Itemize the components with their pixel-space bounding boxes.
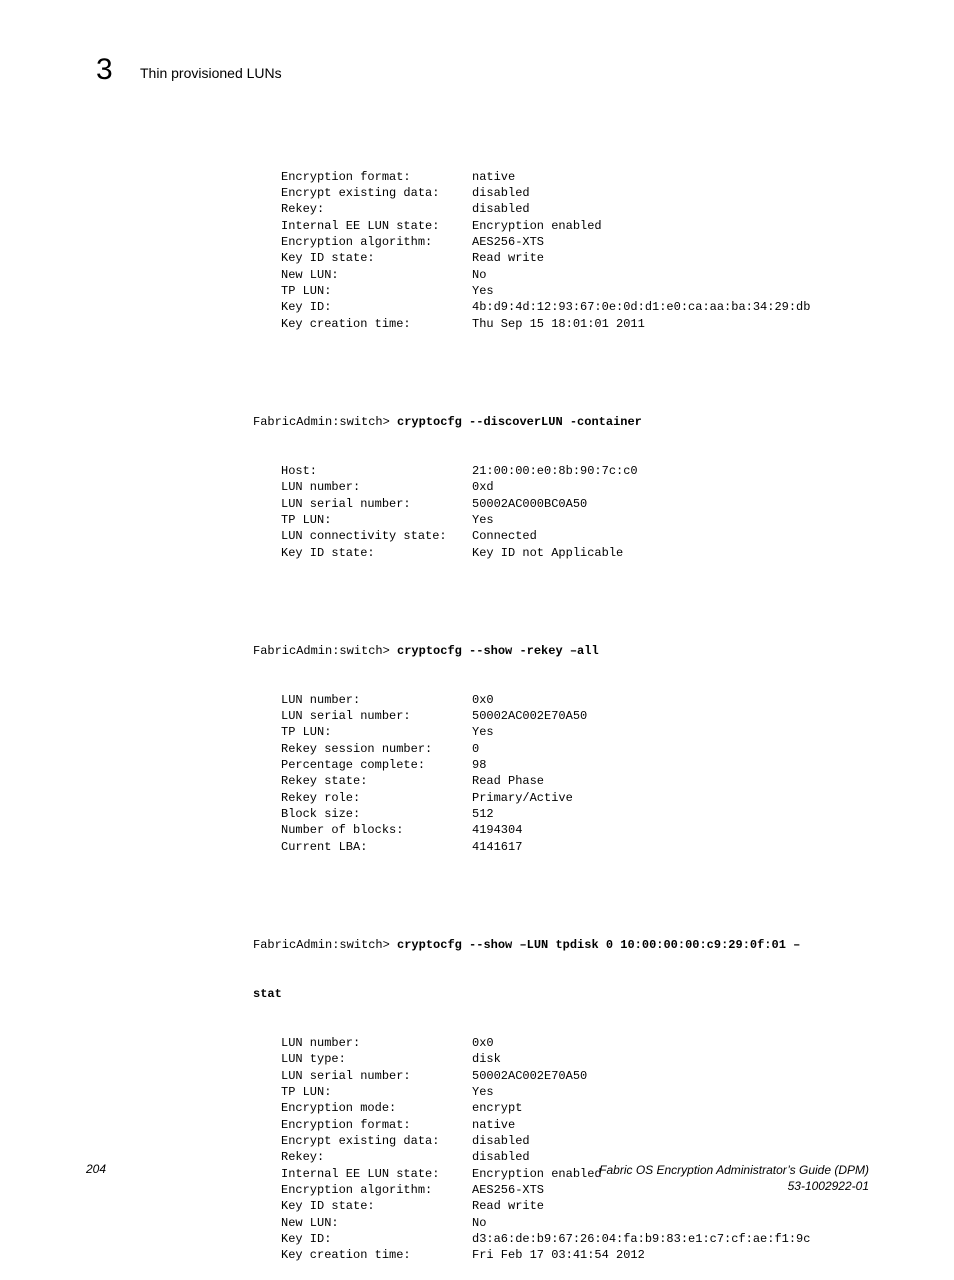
command-line-3 <box>253 937 810 953</box>
doc-title: Fabric OS Encryption Administrator’s Guide (DPM) <box>599 1163 869 1177</box>
command-text: cryptocfg --discoverLUN -container <box>397 414 642 429</box>
output-value: 50002AC000BC0A50 <box>472 496 588 511</box>
chapter-title: Thin provisioned LUNs <box>140 65 282 81</box>
output-value: disk <box>472 1052 501 1067</box>
output-row <box>253 1068 810 1084</box>
output-row <box>253 1035 810 1051</box>
output-key: Host: <box>281 463 318 478</box>
output-key: Rekey: <box>281 1150 325 1165</box>
output-key: LUN number: <box>281 480 361 495</box>
output-row <box>253 741 810 757</box>
output-key: Rekey: <box>281 202 325 217</box>
output-row <box>253 479 810 495</box>
output-value: 98 <box>472 758 487 773</box>
output-value: AES256-XTS <box>472 1183 545 1197</box>
output-row <box>253 267 810 283</box>
output-value: Primary/Active <box>472 790 573 805</box>
output-block-4 <box>253 1035 810 1264</box>
output-key: LUN type: <box>281 1052 346 1067</box>
output-key: TP LUN: <box>281 1084 332 1099</box>
output-value: Read write <box>472 1199 545 1214</box>
command-line-2 <box>253 643 810 659</box>
output-key: Encrypt existing data: <box>281 186 440 201</box>
output-key: Encryption format: <box>281 169 411 184</box>
output-row <box>253 545 810 561</box>
output-value: disabled <box>472 1150 530 1165</box>
output-value: native <box>472 169 516 184</box>
output-key: LUN serial number: <box>281 1068 411 1083</box>
output-key: Key creation time: <box>281 316 411 331</box>
output-key: Encryption algorithm: <box>281 1183 433 1197</box>
output-key: Key ID: <box>281 300 332 315</box>
output-key: Percentage complete: <box>281 758 426 773</box>
output-row <box>253 169 810 185</box>
output-key: Key ID: <box>281 1232 332 1247</box>
output-row <box>253 806 810 822</box>
page-number: 204 <box>86 1162 107 1176</box>
command-text: cryptocfg --show –LUN tpdisk 0 10:00:00:00:c9:29:0f:01 – <box>397 937 801 952</box>
prompt: FabricAdmin:switch> <box>253 643 398 658</box>
code-listing <box>253 136 810 1280</box>
output-block-3 <box>253 692 810 855</box>
output-value: 4141617 <box>472 839 523 854</box>
output-row <box>253 839 810 855</box>
output-row <box>253 185 810 201</box>
output-row <box>253 1051 810 1067</box>
output-value: 0x0 <box>472 1035 494 1050</box>
output-row <box>253 1100 810 1116</box>
command-line-1 <box>253 414 810 430</box>
output-row <box>253 757 810 773</box>
output-block-1 <box>253 169 810 332</box>
output-row <box>253 708 810 724</box>
output-row <box>253 692 810 708</box>
output-row <box>253 250 810 266</box>
output-value: Yes <box>472 725 494 740</box>
output-value: disabled <box>472 202 530 217</box>
output-value: 0xd <box>472 480 494 495</box>
output-key: New LUN: <box>281 267 339 282</box>
output-value: d3:a6:de:b9:67:26:04:fa:b9:83:e1:c7:cf:ae:f1:9c <box>472 1232 811 1247</box>
output-row <box>253 790 810 806</box>
output-key: TP LUN: <box>281 512 332 527</box>
output-key: Key ID state: <box>281 1199 375 1214</box>
output-row <box>253 1198 810 1214</box>
output-block-2 <box>253 463 810 561</box>
output-value: 4194304 <box>472 823 523 838</box>
output-key: Key ID state: <box>281 545 375 560</box>
command-continuation <box>253 986 810 1002</box>
output-key: Number of blocks: <box>281 823 404 838</box>
output-row <box>253 218 810 234</box>
output-value: No <box>472 267 487 282</box>
output-row <box>253 1247 810 1263</box>
output-key: LUN serial number: <box>281 709 411 724</box>
output-value: 4b:d9:4d:12:93:67:0e:0d:d1:e0:ca:aa:ba:34:29:db <box>472 300 811 315</box>
output-row <box>253 316 810 332</box>
output-value: No <box>472 1215 487 1230</box>
output-value: 512 <box>472 807 494 822</box>
output-key: Rekey role: <box>281 790 361 805</box>
output-row <box>253 496 810 512</box>
output-key: Current LBA: <box>281 839 368 854</box>
output-key: Encryption algorithm: <box>281 235 433 250</box>
output-row <box>253 283 810 299</box>
output-key: Key ID state: <box>281 251 375 266</box>
output-row <box>253 528 810 544</box>
output-key: TP LUN: <box>281 725 332 740</box>
output-value: Connected <box>472 529 537 544</box>
output-row <box>253 822 810 838</box>
output-value: Encryption enabled <box>472 218 602 233</box>
output-row <box>253 201 810 217</box>
output-key: LUN connectivity state: <box>281 529 447 544</box>
output-row <box>253 724 810 740</box>
footer-doc-info <box>599 1162 869 1194</box>
output-key: TP LUN: <box>281 284 332 299</box>
output-key: LUN number: <box>281 1035 361 1050</box>
output-value: Yes <box>472 512 494 527</box>
output-key: LUN number: <box>281 692 361 707</box>
output-row <box>253 512 810 528</box>
output-value: AES256-XTS <box>472 235 545 250</box>
output-row <box>253 1117 810 1133</box>
output-value: Encryption enabled <box>472 1166 602 1181</box>
output-row <box>253 1133 810 1149</box>
output-row <box>253 1084 810 1100</box>
output-row <box>253 773 810 789</box>
output-value: Yes <box>472 284 494 299</box>
chapter-number: 3 <box>96 53 113 86</box>
doc-number: 53-1002922-01 <box>787 1179 869 1193</box>
output-value: disabled <box>472 1133 530 1148</box>
output-row <box>253 1231 810 1247</box>
output-key: New LUN: <box>281 1215 339 1230</box>
output-value: 0x0 <box>472 692 494 707</box>
output-value: 50002AC002E70A50 <box>472 1068 588 1083</box>
output-value: 50002AC002E70A50 <box>472 709 588 724</box>
output-key: LUN serial number: <box>281 496 411 511</box>
output-key: Rekey session number: <box>281 741 433 756</box>
output-key: Internal EE LUN state: <box>281 218 440 233</box>
prompt: FabricAdmin:switch> <box>253 937 398 952</box>
prompt: FabricAdmin:switch> <box>253 414 398 429</box>
output-key: Encrypt existing data: <box>281 1133 440 1148</box>
output-key: Block size: <box>281 807 361 822</box>
output-row <box>253 299 810 315</box>
output-value: 21:00:00:e0:8b:90:7c:c0 <box>472 463 638 478</box>
output-value: Thu Sep 15 18:01:01 2011 <box>472 316 645 331</box>
command-continuation-text: stat <box>253 986 282 1001</box>
output-value: Yes <box>472 1084 494 1099</box>
output-value: Key ID not Applicable <box>472 545 624 560</box>
output-value: encrypt <box>472 1101 523 1116</box>
output-value: Read write <box>472 251 545 266</box>
output-value: 0 <box>472 741 480 756</box>
output-key: Rekey state: <box>281 774 368 789</box>
output-row <box>253 463 810 479</box>
output-key: Encryption mode: <box>281 1101 397 1116</box>
command-text: cryptocfg --show -rekey –all <box>397 643 599 658</box>
output-value: disabled <box>472 186 530 201</box>
output-key: Key creation time: <box>281 1248 411 1263</box>
output-value: native <box>472 1117 516 1132</box>
output-value: Fri Feb 17 03:41:54 2012 <box>472 1248 645 1263</box>
output-row <box>253 1215 810 1231</box>
output-row <box>253 234 810 250</box>
output-value: Read Phase <box>472 774 545 789</box>
output-key: Encryption format: <box>281 1117 411 1132</box>
output-key: Internal EE LUN state: <box>281 1166 440 1181</box>
